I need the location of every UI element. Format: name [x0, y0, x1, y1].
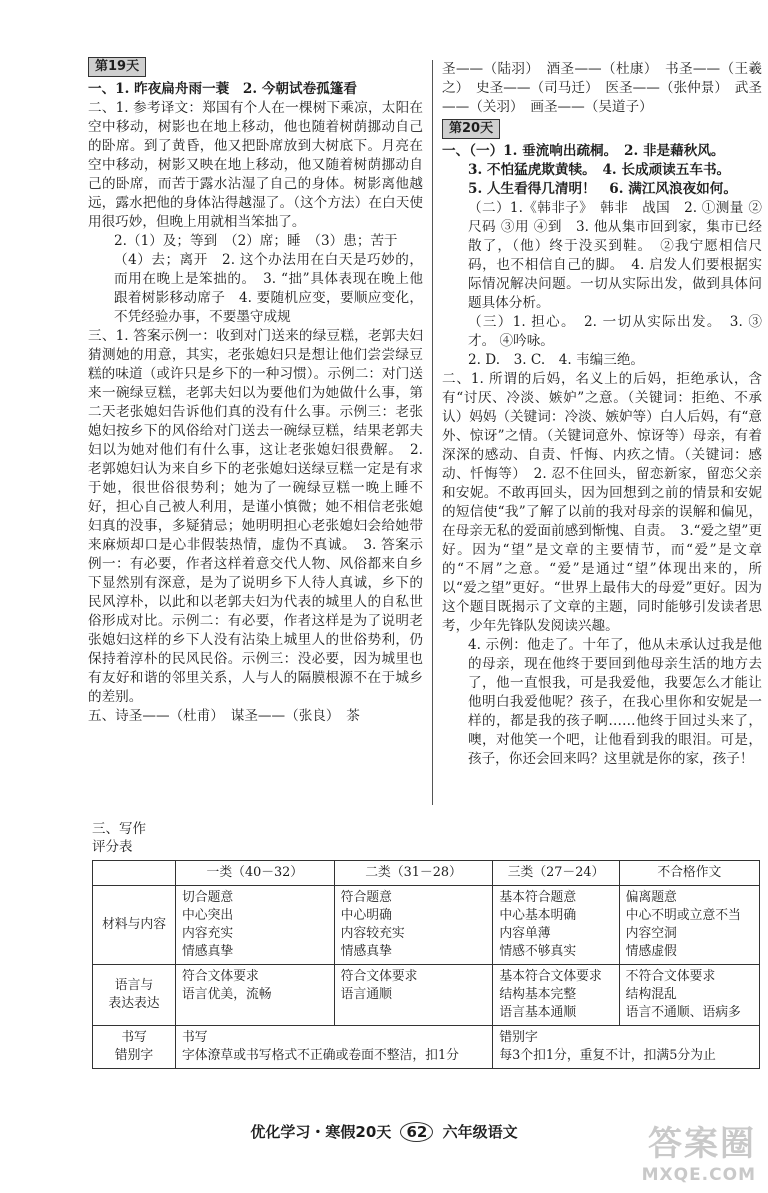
table-header: 三类（27－24）: [493, 861, 619, 886]
answer-line: 2. D. 3. C. 4. 韦编三绝。: [468, 352, 645, 368]
answer-line: （二）1.《韩非子》 韩非 战国 2. ①测量 ②尺码 ③用 ④到 3. 他从集市回到家，集市已经散了，（他）终于没买到鞋。 ②我宁愿相信尺码，也不相信自己的脚。 4. 启发人们要根据实际情况解决问题。一切从实际出发，做到具体问题具体分析。: [468, 200, 762, 311]
answer-line: 4. 示例：他走了。十年了，他从未承认过我是他的母亲，现在他终于要回到他母亲生活的地方去了，他一直恨我，可是我爱他，我要怎么才能让他明白我爱他呢？孩子，在我心里你和安妮是一样的，都是我的孩子啊……他终于回过头来了，噢，对他笑一个吧，让他看到我的眼泪。可是，孩子，你还会回来吗？这里就是你的家，孩子！: [468, 637, 762, 767]
left-column: [88, 55, 423, 726]
answer-line: 圣——（陆羽） 酒圣——（杜康） 书圣——（王羲之） 史圣——（司马迁） 医圣——（张仲景） 武圣——（关羽） 画圣——（吴道子）: [442, 61, 762, 115]
table-cell: 书写 字体潦草或书写格式不正确或卷面不整洁，扣1分: [176, 1026, 493, 1069]
writing-section: [92, 820, 146, 856]
answer-line: 二、1. 参考译文：郑国有个人在一棵树下乘凉，太阳在空中移动，树影也在地上移动，他也随着树荫挪动自己的卧席。到了黄昏，他又把卧席放到大树底下。月亮在空中移动，树影又映在地上移动，他又随着树荫挪动自己的卧席，而苦于露水沾湿了自己的身体。树影离他越远，露水把他的身体沾得越湿了。（这个方法）在白天使用很巧妙，但晚上用就相当笨拙了。: [88, 100, 423, 230]
answer-line: 2.（1）及；等到 （2）席；睡 （3）患；苦于: [114, 233, 398, 249]
footer-book-title: 优化学习・寒假20天: [250, 1123, 392, 1141]
answer-line: 五、诗圣——（杜甫） 谋圣——（张良） 茶: [88, 708, 360, 724]
table-row: [93, 886, 760, 965]
writing-heading: 三、写作: [92, 821, 146, 837]
table-cell: 偏离题意 中心不明或立意不当 内容空洞 情感虚假: [619, 886, 759, 965]
scoring-table: [92, 860, 760, 1069]
table-cell: 基本符合文体要求 结构基本完整 语言基本通顺: [493, 965, 619, 1026]
table-cell: 符合题意 中心明确 内容较充实 情感真挚: [334, 886, 493, 965]
answer-line: 二、1. 所谓的后妈，名义上的后妈，拒绝承认，含有“讨厌、冷淡、嫉妒”之意。（关键词：拒绝、不承认）妈妈（关键词：冷淡、嫉妒等）白人后妈，有“意外、惊讶”之情。（关键词意外、惊讶等）母亲，有着深深的感动、自责、忏悔、内疚之情。（关键词：感动、忏悔等） 2. 忍不住回头，留恋新家，留恋父亲和安妮。不敢再回头，因为回想到之前的情景和安妮的短信使“我”了解了以前的我对母亲的误解和偏见，在母亲无私的爱面前感到惭愧、自责。 3.“爱之望”更好。因为“望”是文章的主要情节，而“爱”是文章的“不屑”之意。“爱”是通过“望”体现出来的，所以“爱之望”更好。“世界上最伟大的母爱”更好。因为这个题目既揭示了文章的主题，同时能够引发读者思考，少年先锋队发阅读兴趣。: [442, 371, 762, 634]
table-header: 不合格作文: [619, 861, 759, 886]
answer-line: 5. 人生看得几清明！ 6. 满江风浪夜如何。: [468, 181, 737, 197]
page-number: 62: [400, 1122, 433, 1142]
scoring-table-title: 评分表: [92, 839, 133, 855]
column-divider: [432, 60, 433, 805]
answer-line: 3. 不怕猛虎欺黄犊。 4. 长成顽读五车书。: [468, 162, 731, 178]
watermark-text: 答案圈: [648, 1124, 756, 1164]
day-19-heading: 第19天: [88, 57, 146, 77]
table-row: [93, 965, 760, 1026]
table-cell: 符合文体要求 语言优美，流畅: [176, 965, 335, 1026]
table-cell: 错别字 每3个扣1分，重复不计，扣满5分为止: [493, 1026, 760, 1069]
table-header: 二类（31－28）: [334, 861, 493, 886]
right-column: [442, 60, 762, 769]
watermark-logo: [642, 1116, 756, 1185]
row-label: 语言与 表达表达: [93, 965, 176, 1026]
watermark-url: MXQE.COM: [641, 1165, 756, 1185]
table-row: [93, 1026, 760, 1069]
day-20-heading: 第20天: [442, 119, 500, 139]
answer-line: 一、（一）1. 垂流响出疏桐。 2. 非是藉秋风。: [442, 143, 725, 159]
answer-line: 三、1. 答案示例一：收到对门送来的绿豆糕，老郭夫妇猜测她的用意，其实，老张媳妇只是想让他们尝尝绿豆糕的味道（或许只是乡下的一种习惯）。示例二：对门送来一碗绿豆糕，老郭夫妇以为要他们为她做什么事，第二天老张媳妇告诉他们真的没有什么事。示例三：老张媳妇按乡下的风俗给对门送去一碗绿豆糕，结果老郭夫妇以为她对他们有什么事，这让老张媳妇很费解。 2. 老郭媳妇认为来自乡下的老张媳妇送绿豆糕一定是有求于她，很世俗很势利；她为了一碗绿豆糕一晚上睡不好，担心自己被人利用，是谨小慎微；她不相信老张媳妇真的没事，多疑猜忌；她明明担心老张媳妇会给她带来麻烦却口是心非假装热情，虚伪不真诚。 3. 答案示例一：有必要，作者这样着意交代人物、风俗都来自乡下显然别有深意，是为了说明乡下人待人真诚，乡下的民风淳朴，以此和以老郭夫妇为代表的城里人的自私世俗形成对比。示例二：有必要，作者这样是为了说明老张媳妇这样的乡下人没有沾染上城里人的世俗势利，仍保持着淳朴的民风民俗。示例三：没必要，因为城里也有友好和谐的邻里关系，人与人的隔膜根源不在于城乡的差别。: [88, 328, 423, 705]
footer-subject: 六年级语文: [442, 1123, 518, 1141]
table-header: [93, 861, 176, 886]
answer-line: （三）1. 担心。 2. 一切从实际出发。 3. ③才。 ④吟咏。: [468, 314, 762, 349]
table-header-row: [93, 861, 760, 886]
row-label: 材料与内容: [93, 886, 176, 965]
table-header: 一类（40－32）: [176, 861, 335, 886]
answer-line: （4）去；离开 2. 这个办法用在白天是巧妙的，而用在晚上是笨拙的。 3. “拙”具体表现在晚上他跟着树影移动席子 4. 要随机应变，要顺应变化，不凭经验办事，不要墨守成规: [114, 252, 423, 325]
row-label: 书写 错别字: [93, 1026, 176, 1069]
table-cell: 不符合文体要求 结构混乱 语言不通顺、语病多: [619, 965, 759, 1026]
table-cell: 切合题意 中心突出 内容充实 情感真挚: [176, 886, 335, 965]
table-cell: 符合文体要求 语言通顺: [334, 965, 493, 1026]
answer-line: 一、1. 昨夜扁舟雨一蓑 2. 今朝试卷孤篷看: [88, 81, 357, 97]
table-cell: 基本符合题意 中心基本明确 内容单薄 情感不够真实: [493, 886, 619, 965]
